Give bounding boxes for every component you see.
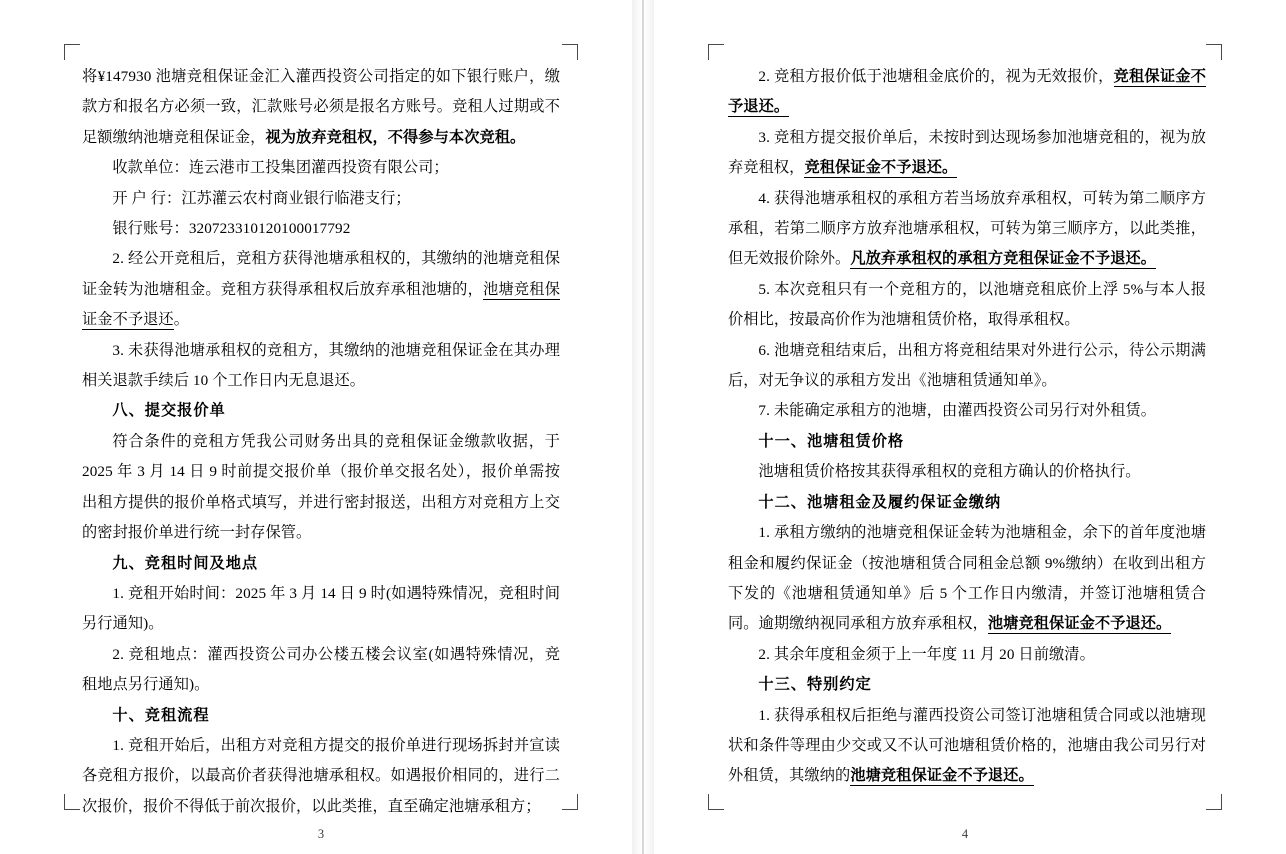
- text-run: 1. 竞租开始时间：2025 年 3 月 14 日 9 时(如遇特殊情况，竞租时间另行通知)。: [82, 584, 560, 633]
- page-number: 4: [961, 827, 969, 841]
- paragraph: [728, 518, 1206, 640]
- page-4-body: [728, 62, 1206, 785]
- paragraph: [728, 275, 1206, 336]
- crop-mark-bottom-right: [1206, 794, 1222, 810]
- crop-mark-top-left: [64, 44, 80, 60]
- crop-mark-bottom-left: [64, 794, 80, 810]
- text-run: 5. 本次竞租只有一个竞租方的，以池塘竞租底价上浮 5%与本人报价相比，按最高价作为池塘租赁价格，取得承租权。: [728, 280, 1206, 329]
- paragraph: [728, 123, 1206, 184]
- text-run: 2. 竞租地点：灌西投资公司办公楼五楼会议室(如遇特殊情况，竞租地点另行通知)。: [82, 645, 560, 694]
- crop-mark-bottom-right: [562, 794, 578, 810]
- paragraph: [82, 62, 560, 153]
- text-run: 竞租保证金不予退还。: [804, 159, 958, 177]
- text-run: 1. 获得承租权后拒绝与灌西投资公司签订池塘租赁合同或以池塘现状和条件等理由少交或又不认可池塘租赁价格的，池塘由我公司另行对外租赁，其缴纳的: [728, 706, 1206, 785]
- crop-mark-top-left: [708, 44, 724, 60]
- paragraph: [82, 244, 560, 335]
- text-run: 池塘竞租保证金不予退还。: [987, 615, 1172, 633]
- text-run: 十二、池塘租金及履约保证金缴纳: [758, 493, 1002, 511]
- page-number: 3: [317, 827, 325, 841]
- text-run: 十、竞租流程: [112, 706, 210, 724]
- paragraph: [82, 184, 560, 214]
- paragraph: [82, 579, 560, 640]
- crop-mark-bottom-left: [708, 794, 724, 810]
- section-heading: [728, 670, 1206, 700]
- text-run: 3. 未获得池塘承租权的竞租方，其缴纳的池塘竞租保证金在其办理相关退款手续后 10 个工作日内无息退还。: [82, 341, 560, 390]
- section-heading: [82, 396, 560, 426]
- text-run: 2. 其余年度租金须于上一年度 11 月 20 日前缴清。: [758, 645, 1095, 663]
- page-4: [643, 0, 1286, 854]
- text-run: 4. 获得池塘承租权的承租方若当场放弃承租权，可转为第二顺序方承租，若第二顺序方放弃池塘承租权，可转为第三顺序方，以此类推，但无效报价除外。: [728, 189, 1206, 268]
- text-run: 2. 经公开竞租后，竞租方获得池塘承租权的，其缴纳的池塘竞租保证金转为池塘租金。竞租方获得承租权后放弃承租池塘的，: [82, 250, 560, 298]
- section-heading: [728, 488, 1206, 518]
- text-run: 符合条件的竞租方凭我公司财务出具的竞租保证金缴款收据，于 2025 年 3 月 14 日 9 时前提交报价单（报价单交报名处），报价单需按出租方提供的报价单格式填写，并进行密封报送，出租方对竞租方上交的密封报价单进行统一封存保管。: [82, 432, 560, 542]
- page-3-body: [82, 62, 560, 815]
- text-run: 3. 竞租方提交报价单后，未按时到达现场参加池塘竞租的，视为放弃竞租权，: [728, 128, 1206, 177]
- section-heading: [82, 701, 560, 731]
- text-run: 凡放弃承租权的承租方竞租保证金不予退还。: [850, 250, 1157, 268]
- paragraph: [728, 184, 1206, 275]
- paragraph: [82, 214, 560, 244]
- text-run: 将¥147930 池塘竞租保证金汇入灌西投资公司指定的如下银行账户，缴款方和报名方必须一致，汇款账号必须是报名方账号。竞租人过期或不足额缴纳池塘竞租保证金，: [82, 68, 560, 146]
- paragraph: [728, 701, 1206, 792]
- text-run: 视为放弃竞租权，不得参与本次竞租。: [265, 128, 526, 146]
- section-heading: [728, 427, 1206, 457]
- paragraph: [82, 731, 560, 822]
- text-run: 九、竞租时间及地点: [112, 554, 259, 572]
- text-run: 十三、特别约定: [758, 676, 872, 694]
- paragraph: [728, 457, 1206, 487]
- text-run: 池塘租赁价格按其获得承租权的竞租方确认的价格执行。: [758, 463, 1141, 481]
- paragraph: [82, 640, 560, 701]
- text-run: 银行账号：320723310120100017792: [112, 220, 351, 238]
- text-run: 6. 池塘竞租结束后，出租方将竞租结果对外进行公示，待公示期满后，对无争议的承租方发出《池塘租赁通知单》。: [728, 341, 1206, 390]
- text-run: 2. 竞租方报价低于池塘租金底价的，视为无效报价，: [758, 68, 1114, 85]
- text-run: 。: [173, 311, 190, 329]
- text-run: 收款单位：连云港市工投集团灌西投资有限公司；: [112, 159, 449, 177]
- text-run: 1. 承租方缴纳的池塘竞租保证金转为池塘租金，余下的首年度池塘租金和履约保证金（按池塘租赁合同租金总额 9%缴纳）在收到出租方下发的《池塘租赁通知单》后 5 个工作日内缴清，并签订池塘租赁合同。逾期缴纳视同承租方放弃承租权，: [728, 524, 1206, 633]
- text-run: 1. 竞租开始后，出租方对竞租方提交的报价单进行现场拆封并宣读各竞租方报价，以最高价者获得池塘承租权。如遇报价相同的，进行二次报价，报价不得低于前次报价，以此类推，直至确定池塘承租方；: [82, 736, 560, 815]
- paragraph: [82, 153, 560, 183]
- crop-mark-top-right: [562, 44, 578, 60]
- crop-mark-top-right: [1206, 44, 1222, 60]
- text-run: 池塘竞租保证金不予退还。: [850, 767, 1034, 785]
- paragraph: [728, 396, 1206, 426]
- paragraph: [728, 336, 1206, 397]
- section-heading: [82, 549, 560, 579]
- text-run: 7. 未能确定承租方的池塘，由灌西投资公司另行对外租赁。: [758, 402, 1157, 420]
- paragraph: [728, 640, 1206, 670]
- paragraph: [728, 62, 1206, 123]
- text-run: 开 户 行：江苏灌云农村商业银行临港支行；: [112, 189, 411, 207]
- paragraph: [82, 336, 560, 397]
- text-run: 池塘竞租保证金不予退还: [82, 280, 560, 329]
- paragraph: [82, 427, 560, 549]
- text-run: 八、提交报价单: [112, 402, 226, 420]
- text-run: 竞租保证金不予退还。: [728, 68, 1206, 116]
- text-run: 十一、池塘租赁价格: [758, 432, 905, 450]
